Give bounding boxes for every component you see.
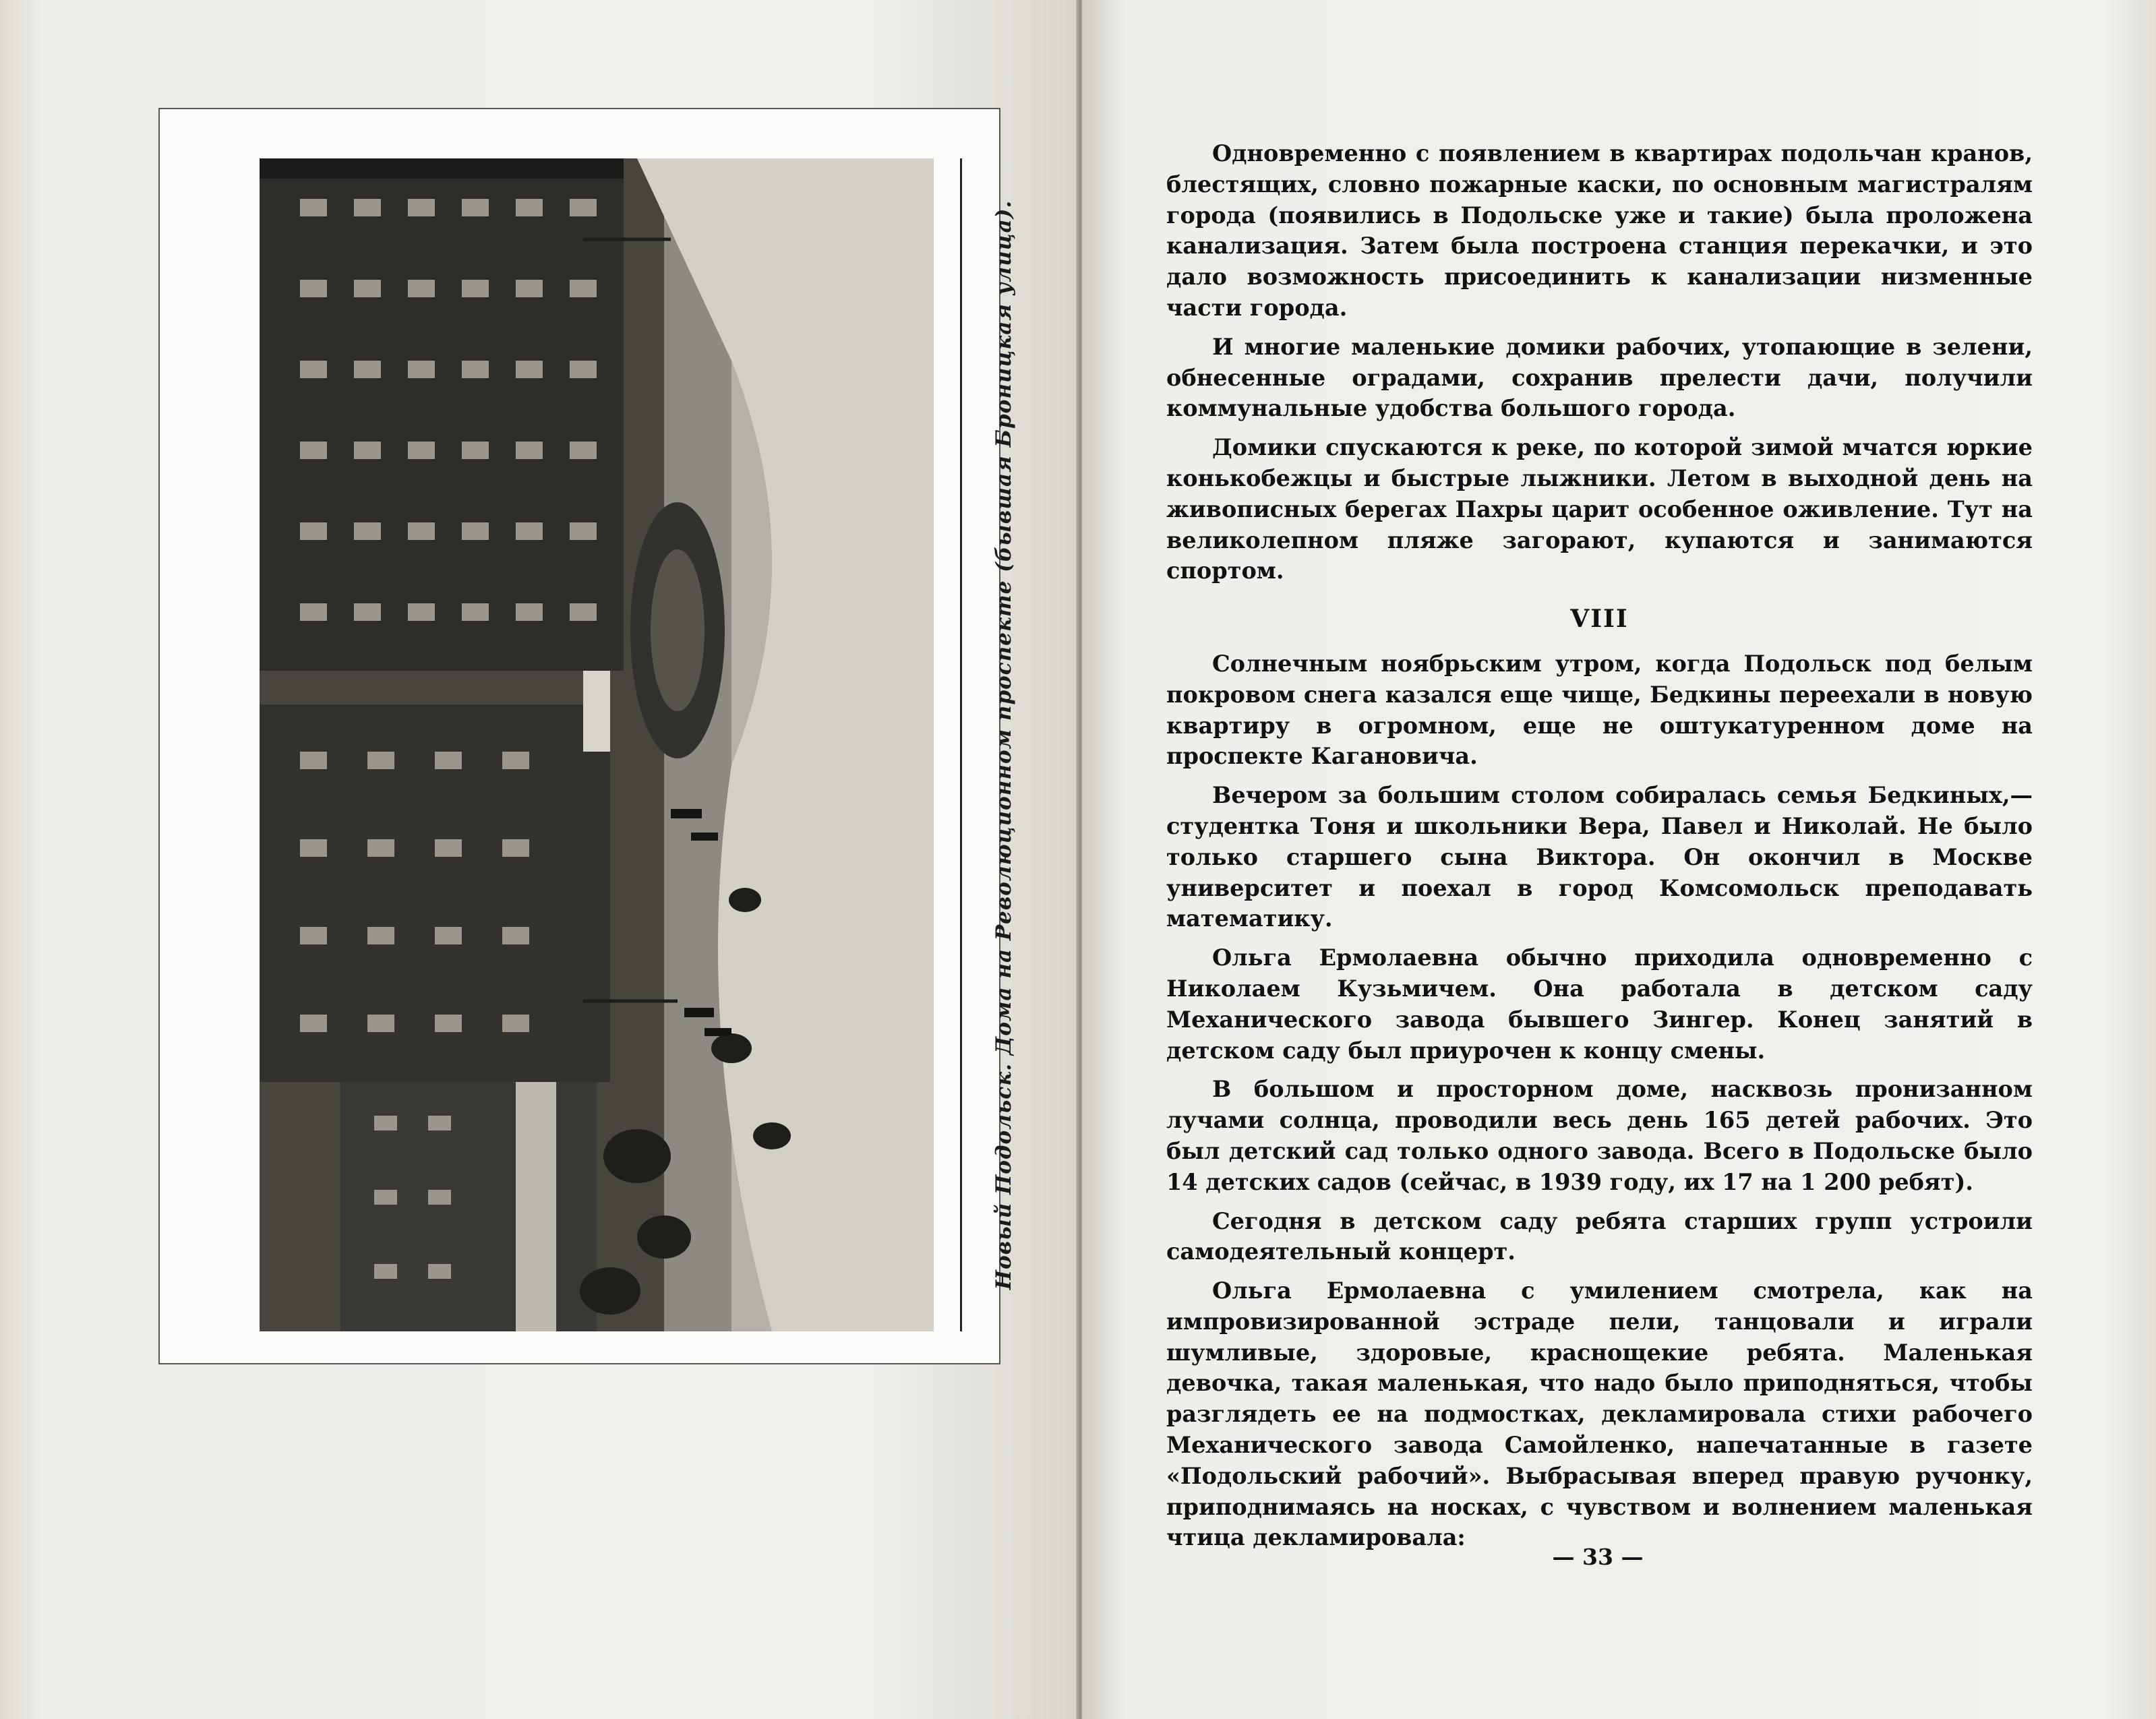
paragraph: Вечером за большим столом собиралась семья Бедкиных,— студентка Тоня и школьники Вера, Павел и Николай. Не было только старшего сына Виктора. Он окончил в Москве университет и поехал в город Комсомольск преподавать математику. [1166, 782, 2033, 932]
photo-caption-frame [960, 158, 1016, 1331]
paragraph: Ольга Ермолаевна обычно приходила одновременно с Николаем Кузьмичем. Она работала в детском саду Механического завода бывшего Зингер. Конец занятий в детском саду был приурочен к концу смены. [1166, 944, 2033, 1064]
photo-caption: Новый Подольск. Дома на Революционном проспекте (бывшая Броницкая улица). [992, 200, 1016, 1290]
chapter-heading: VIII [1570, 605, 1629, 634]
page-number: — 33 — [1552, 1544, 1644, 1570]
building-photo-icon [260, 158, 934, 1331]
paragraph: Домики спускаются к реке, по которой зимой мчатся юркие конькобежцы и быстрые лыжники. Летом в выходной день на живописных берегах Пахры царит особенное оживление. Тут на великолепном пляже загорают, купаются и занимаются спортом. [1166, 434, 2033, 584]
right-page-body [1166, 138, 2033, 1561]
paragraph: Ольга Ермолаевна с умилением смотрела, как на импровизированной эстраде пели, танцовали и играли шумливые, здоровые, краснощекие ребята. Маленькая девочка, такая маленькая, что надо было приподняться, чтобы разглядеть ее на подмостках, декламировала стихи рабочего Механического завода Самойленко, напечатанные в газете «Подольский рабочий». Выбрасывая вперед правую ручонку, приподнимаясь на носках, с чувством и волнением маленькая чтица декламировала: [1166, 1277, 2033, 1551]
photo-new-podolsk-buildings [260, 158, 934, 1331]
paragraph: Солнечным ноябрьским утром, когда Подольск под белым покровом снега казался еще чище, Бедкины переехали в новую квартиру в огромном, еще не оштукатуренном доме на проспекте Кагановича. [1166, 650, 2033, 770]
paragraph: В большом и просторном доме, насквозь пронизанном лучами солнца, проводили весь день 165 детей рабочих. Это был детский сад только одного завода. Всего в Подольске было 14 детских садов (сейчас, в 1939 году, их 17 на 1 200 ребят). [1166, 1076, 2033, 1195]
paragraph: Сегодня в детском саду ребята старших групп устроили самодеятельный концерт. [1166, 1207, 2033, 1265]
paragraph: Одновременно с появлением в квартирах подольчан кранов, блестящих, словно пожарные каски, по основным магистралям города (появились в Подольске уже и такие) была проложена канализация. Затем была построена станция перекачки, и это дало возможность присоединить к канализации низменные части города. [1166, 140, 2033, 321]
paragraph: И многие маленькие домики рабочих, утопающие в зелени, обнесенные оградами, сохранив прелести дачи, получили коммунальные удобства большого города. [1166, 333, 2033, 422]
